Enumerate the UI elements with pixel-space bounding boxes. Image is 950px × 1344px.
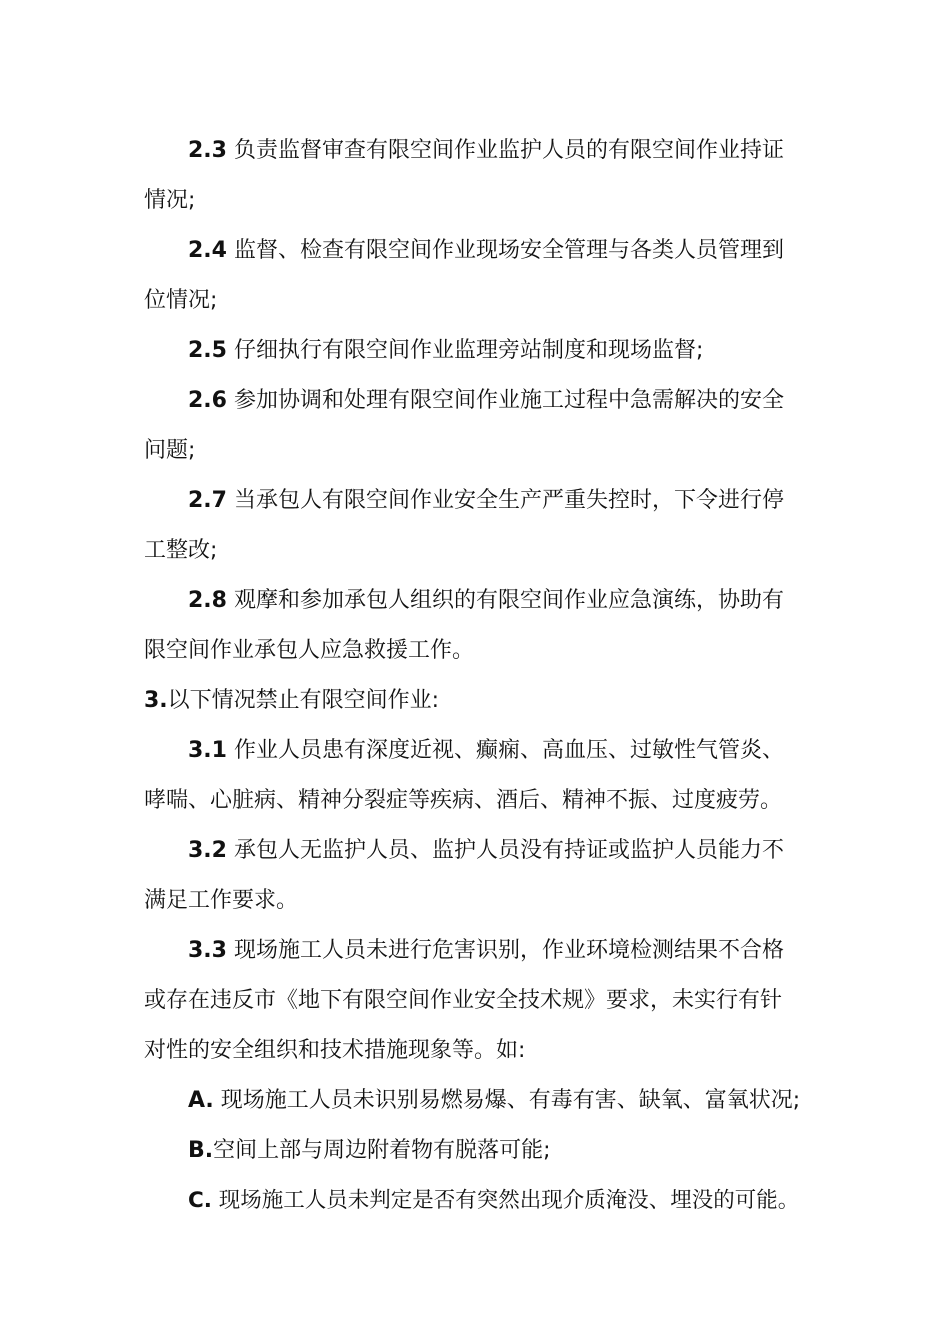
paragraph-2-3-line-2: [144, 186, 195, 216]
paragraph-2-8-line-1: [188, 586, 784, 616]
paragraph-2-3-line-1: [188, 136, 784, 166]
paragraph-2-8-line-2: [144, 636, 474, 666]
paragraph-3-3-line-1: [188, 936, 784, 966]
clause-text: 作业人员患有深度近视、癫痫、高血压、过敏性气管炎、: [226, 738, 784, 763]
clause-number: 2.3: [188, 138, 227, 163]
clause-number: 3.3: [188, 938, 227, 963]
paragraph-2-5-line-1: [188, 336, 703, 366]
clause-number: C.: [188, 1188, 212, 1213]
clause-text: 情况;: [144, 188, 196, 213]
clause-text: 位情况;: [144, 288, 218, 313]
clause-text: 仔细执行有限空间作业监理旁站制度和现场监督;: [226, 338, 704, 363]
section-3-heading: [144, 686, 439, 716]
clause-text: 空间上部与周边附着物有脱落可能;: [213, 1138, 551, 1163]
clause-text: 限空间作业承包人应急救援工作。: [144, 638, 475, 663]
clause-number: B.: [188, 1138, 214, 1163]
clause-number: 2.5: [188, 338, 227, 363]
item-c: [188, 1186, 799, 1216]
paragraph-2-7-line-2: [144, 536, 217, 566]
clause-text: 参加协调和处理有限空间作业施工过程中急需解决的安全: [226, 388, 784, 413]
clause-text: 哮喘、心脏病、精神分裂症等疾病、酒后、精神不振、过度疲劳。: [144, 788, 783, 813]
paragraph-3-3-line-2: [144, 986, 782, 1016]
paragraph-3-3-line-3: [144, 1036, 525, 1066]
paragraph-3-2-line-1: [188, 836, 784, 866]
item-b: [188, 1136, 551, 1166]
clause-text: 以下情况禁止有限空间作业:: [167, 688, 440, 713]
clause-text: 当承包人有限空间作业安全生产严重失控时，下令进行停: [226, 488, 784, 513]
paragraph-2-7-line-1: [188, 486, 784, 516]
clause-text: 问题;: [144, 438, 196, 463]
clause-text: 观摩和参加承包人组织的有限空间作业应急演练，协助有: [226, 588, 784, 613]
clause-number: 2.6: [188, 388, 227, 413]
paragraph-3-1-line-2: [144, 786, 782, 816]
paragraph-2-6-line-1: [188, 386, 784, 416]
clause-text: 现场施工人员未识别易燃易爆、有毒有害、缺氧、富氧状况;: [213, 1088, 801, 1113]
clause-text: 现场施工人员未判定是否有突然出现介质淹没、埋没的可能。: [211, 1188, 800, 1213]
clause-text: 对性的安全组织和技术措施现象等。如:: [144, 1038, 526, 1063]
paragraph-2-6-line-2: [144, 436, 195, 466]
clause-text: 监督、检查有限空间作业现场安全管理与各类人员管理到: [226, 238, 784, 263]
clause-number: 3.: [144, 688, 168, 713]
paragraph-3-2-line-2: [144, 886, 298, 916]
clause-text: 或存在违反市《地下有限空间作业安全技术规》要求，未实行有针: [144, 988, 783, 1013]
clause-text: 工整改;: [144, 538, 218, 563]
paragraph-2-4-line-2: [144, 286, 217, 316]
clause-number: 3.1: [188, 738, 227, 763]
item-a: [188, 1086, 800, 1116]
clause-number: A.: [188, 1088, 214, 1113]
clause-number: 2.7: [188, 488, 227, 513]
clause-text: 承包人无监护人员、监护人员没有持证或监护人员能力不: [226, 838, 784, 863]
clause-number: 2.4: [188, 238, 227, 263]
clause-text: 现场施工人员未进行危害识别，作业环境检测结果不合格: [226, 938, 784, 963]
paragraph-3-1-line-1: [188, 736, 784, 766]
paragraph-2-4-line-1: [188, 236, 784, 266]
clause-number: 3.2: [188, 838, 227, 863]
clause-text: 负责监督审查有限空间作业监护人员的有限空间作业持证: [226, 138, 784, 163]
clause-number: 2.8: [188, 588, 227, 613]
clause-text: 满足工作要求。: [144, 888, 299, 913]
